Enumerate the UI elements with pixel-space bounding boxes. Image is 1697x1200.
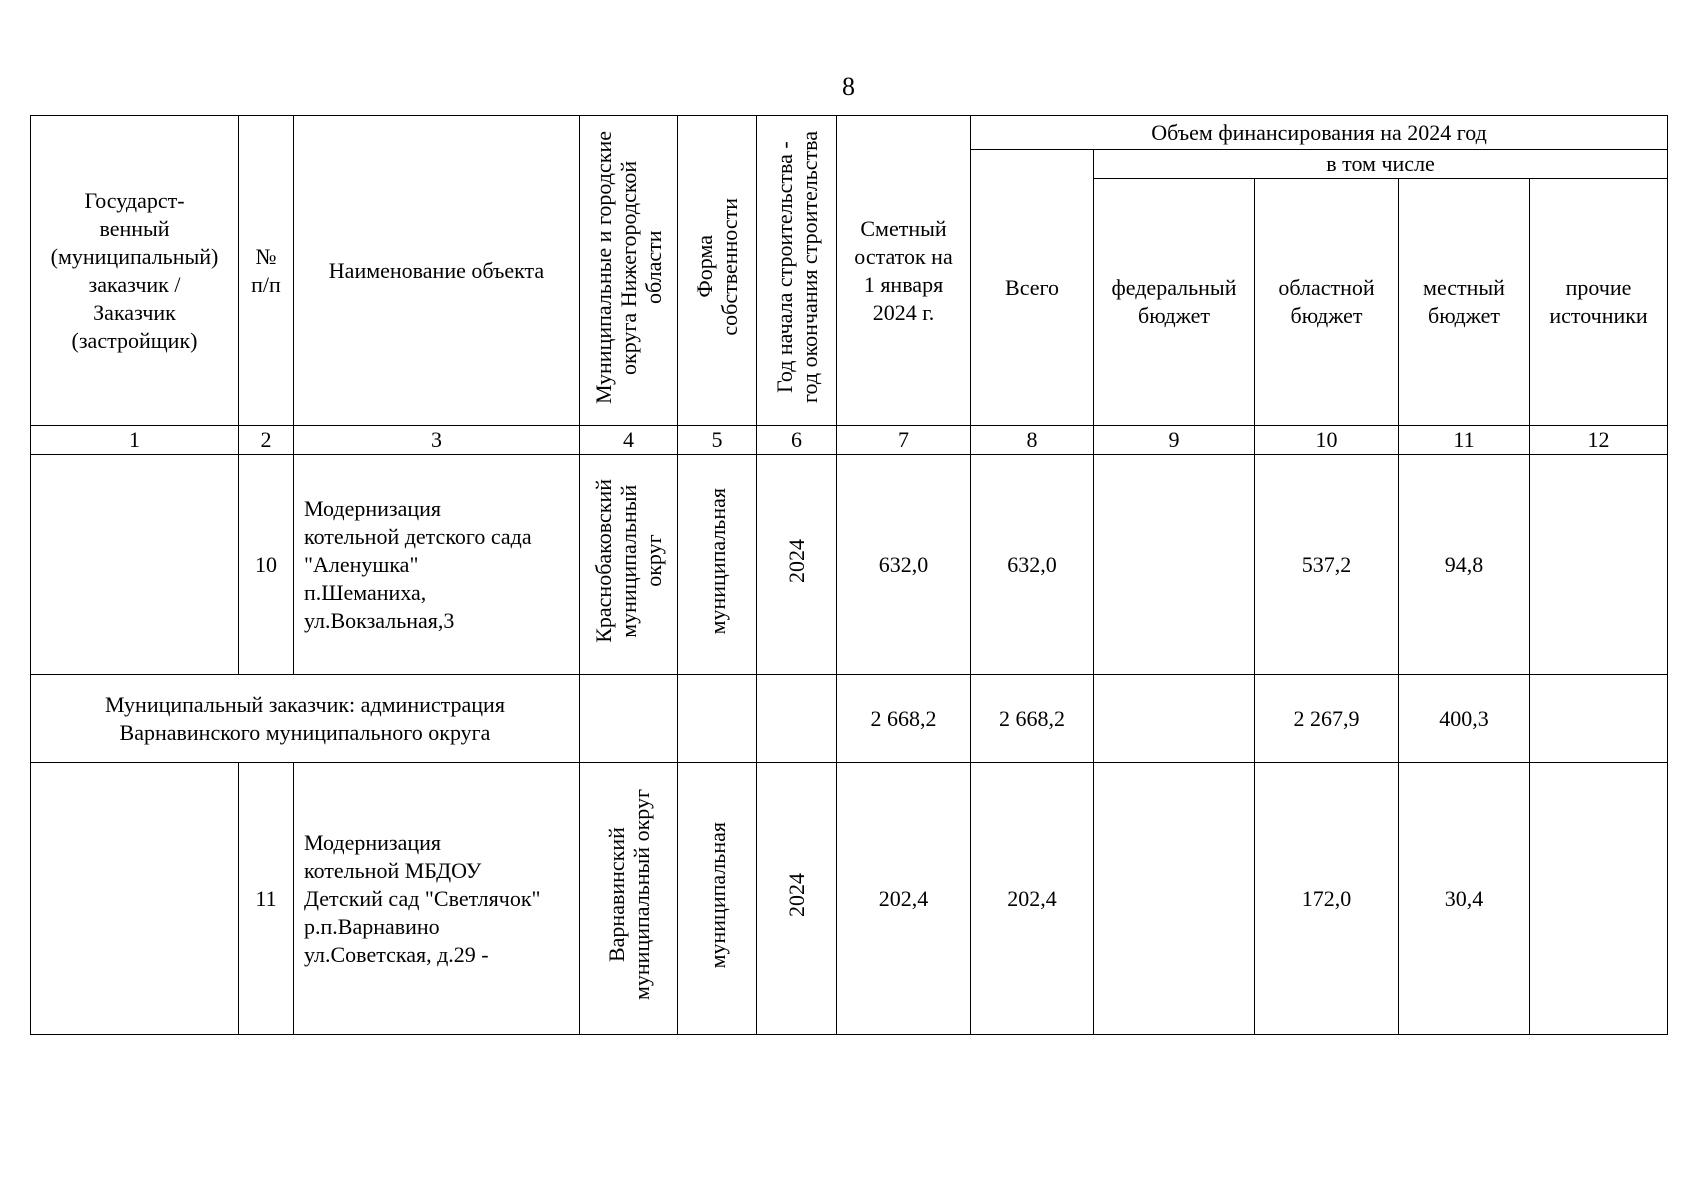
header-federal: федеральный бюджет (1094, 179, 1255, 426)
column-number: 4 (580, 426, 678, 455)
row-number: 11 (239, 763, 294, 1035)
row-years-text: 2024 (784, 873, 809, 917)
column-number: 7 (837, 426, 971, 455)
column-number: 6 (757, 426, 837, 455)
row-number: 10 (239, 455, 294, 675)
row-estimate: 202,4 (837, 763, 971, 1035)
row-regional: 172,0 (1255, 763, 1399, 1035)
row-local: 400,3 (1399, 675, 1530, 763)
header-other: прочие источники (1530, 179, 1668, 426)
column-number: 3 (294, 426, 580, 455)
row-district (580, 763, 678, 1035)
table-row (31, 763, 1668, 1035)
row-total: 2 668,2 (971, 675, 1094, 763)
row-object-name: Модернизация котельной МБДОУ Детский сад "Светлячок" р.п.Варнавино ул.Советская, д.29 - (294, 763, 580, 1035)
row-district-text: Краснобаковский муниципальный округ (591, 479, 666, 643)
row-years (757, 763, 837, 1035)
row-ownership (678, 455, 757, 675)
row-years (757, 455, 837, 675)
row-district-text: Варнавинский муниципальный округ (603, 789, 654, 1001)
row-ownership-text: муниципальная (704, 487, 730, 635)
row-ownership (678, 763, 757, 1035)
table-row (31, 455, 1668, 675)
header-regional: областной бюджет (1255, 179, 1399, 426)
page-number: 8 (842, 72, 855, 101)
column-number: 10 (1255, 426, 1399, 455)
header-row-top (31, 116, 1668, 150)
row-district (580, 455, 678, 675)
column-number: 1 (31, 426, 239, 455)
row-federal (1094, 763, 1255, 1035)
row-estimate: 632,0 (837, 455, 971, 675)
row-federal (1094, 675, 1255, 763)
row-object-name: Модернизация котельной детского сада "Аленушка" п.Шеманиха, ул.Вокзальная,3 (294, 455, 580, 675)
row-local: 30,4 (1399, 763, 1530, 1035)
header-including: в том числе (1094, 150, 1668, 179)
header-estimate: Сметный остаток на 1 января 2024 г. (837, 116, 971, 426)
column-number: 5 (678, 426, 757, 455)
subtotal-label: Муниципальный заказчик: администрация Варнавинского муниципального округа (31, 675, 580, 763)
row-federal (1094, 455, 1255, 675)
column-number: 9 (1094, 426, 1255, 455)
header-years-text: Год начала строительства - год окончания строительства (771, 131, 822, 403)
header-ownership-text: Форма собственности (692, 198, 742, 336)
row-customer (31, 763, 239, 1035)
row-local: 94,8 (1399, 455, 1530, 675)
row-other (1530, 763, 1668, 1035)
row-ownership-text: муниципальная (704, 821, 730, 969)
column-numbers-row (31, 426, 1668, 455)
row-total: 632,0 (971, 455, 1094, 675)
row-regional: 2 267,9 (1255, 675, 1399, 763)
header-ownership (678, 116, 757, 426)
column-number: 12 (1530, 426, 1668, 455)
row-total: 202,4 (971, 763, 1094, 1035)
header-district-text: Муниципальные и городские округа Нижегородской области (591, 130, 666, 404)
subtotal-row (31, 675, 1668, 763)
header-object-name: Наименование объекта (294, 116, 580, 426)
row-other (1530, 455, 1668, 675)
header-financing-group: Объем финансирования на 2024 год (971, 116, 1668, 150)
column-number: 2 (239, 426, 294, 455)
row-district (580, 675, 678, 763)
row-years-text: 2024 (784, 539, 809, 583)
header-years (757, 116, 837, 426)
row-customer (31, 455, 239, 675)
header-customer: Государст- венный (муниципальный) заказчик / Заказчик (застройщик) (31, 116, 239, 426)
column-number: 11 (1399, 426, 1530, 455)
header-local: местный бюджет (1399, 179, 1530, 426)
header-number: № п/п (239, 116, 294, 426)
financing-table (30, 115, 1668, 1035)
row-other (1530, 675, 1668, 763)
column-number: 8 (971, 426, 1094, 455)
header-district (580, 116, 678, 426)
header-total: Всего (971, 150, 1094, 426)
row-estimate: 2 668,2 (837, 675, 971, 763)
row-regional: 537,2 (1255, 455, 1399, 675)
row-ownership (678, 675, 757, 763)
row-years (757, 675, 837, 763)
